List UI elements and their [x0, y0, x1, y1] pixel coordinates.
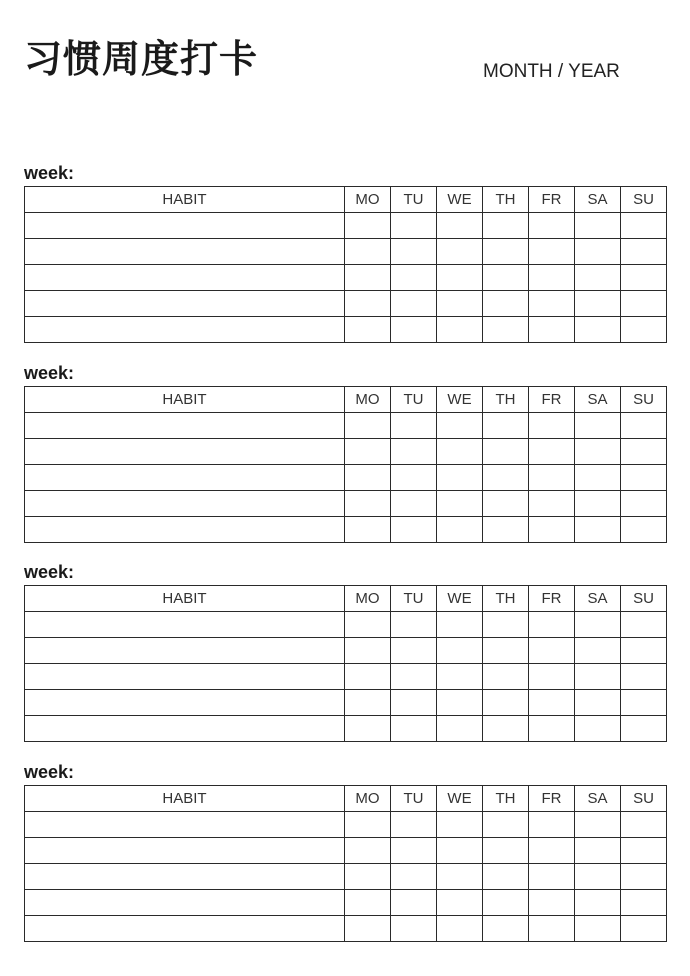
checkin-cell[interactable]	[483, 864, 529, 890]
habit-cell[interactable]	[25, 213, 345, 239]
day-column-header: TU	[391, 387, 437, 413]
checkin-cell[interactable]	[621, 439, 667, 465]
day-column-header: TH	[483, 786, 529, 812]
checkin-cell[interactable]	[529, 690, 575, 716]
habit-cell[interactable]	[25, 291, 345, 317]
table-row	[25, 716, 667, 742]
checkin-cell[interactable]	[391, 638, 437, 664]
checkin-cell[interactable]	[575, 812, 621, 838]
checkin-cell[interactable]	[575, 664, 621, 690]
checkin-cell[interactable]	[437, 265, 483, 291]
checkin-cell[interactable]	[345, 413, 391, 439]
checkin-cell[interactable]	[345, 612, 391, 638]
habit-cell[interactable]	[25, 812, 345, 838]
checkin-cell[interactable]	[621, 291, 667, 317]
habit-column-header: HABIT	[25, 387, 345, 413]
habit-cell[interactable]	[25, 838, 345, 864]
checkin-cell[interactable]	[483, 916, 529, 942]
week-label[interactable]: week:	[24, 562, 75, 582]
day-column-header: MO	[345, 786, 391, 812]
checkin-cell[interactable]	[391, 491, 437, 517]
checkin-cell[interactable]	[345, 838, 391, 864]
checkin-cell[interactable]	[529, 716, 575, 742]
checkin-cell[interactable]	[575, 265, 621, 291]
checkin-cell[interactable]	[391, 890, 437, 916]
table-row	[25, 517, 667, 543]
checkin-cell[interactable]	[575, 838, 621, 864]
table-row	[25, 890, 667, 916]
day-column-header: MO	[345, 387, 391, 413]
checkin-cell[interactable]	[391, 812, 437, 838]
checkin-cell[interactable]	[529, 638, 575, 664]
habit-cell[interactable]	[25, 716, 345, 742]
checkin-cell[interactable]	[575, 638, 621, 664]
table-row	[25, 291, 667, 317]
checkin-cell[interactable]	[575, 716, 621, 742]
checkin-cell[interactable]	[437, 916, 483, 942]
habit-column-header: HABIT	[25, 187, 345, 213]
checkin-cell[interactable]	[345, 465, 391, 491]
checkin-cell[interactable]	[483, 612, 529, 638]
checkin-cell[interactable]	[621, 838, 667, 864]
checkin-cell[interactable]	[529, 465, 575, 491]
table-row	[25, 439, 667, 465]
checkin-cell[interactable]	[575, 439, 621, 465]
table-row	[25, 213, 667, 239]
checkin-cell[interactable]	[621, 239, 667, 265]
day-column-header: WE	[437, 586, 483, 612]
table-row	[25, 690, 667, 716]
table-row	[25, 838, 667, 864]
checkin-cell[interactable]	[437, 612, 483, 638]
checkin-cell[interactable]	[529, 838, 575, 864]
checkin-cell[interactable]	[391, 213, 437, 239]
day-column-header: MO	[345, 187, 391, 213]
week-block-1	[24, 162, 666, 343]
checkin-cell[interactable]	[345, 439, 391, 465]
checkin-cell[interactable]	[529, 291, 575, 317]
table-row	[25, 612, 667, 638]
checkin-cell[interactable]	[345, 317, 391, 343]
habit-cell[interactable]	[25, 612, 345, 638]
habit-table	[24, 386, 667, 543]
checkin-cell[interactable]	[621, 916, 667, 942]
checkin-cell[interactable]	[529, 265, 575, 291]
checkin-cell[interactable]	[575, 517, 621, 543]
day-column-header: SU	[621, 586, 667, 612]
checkin-cell[interactable]	[391, 664, 437, 690]
checkin-cell[interactable]	[391, 690, 437, 716]
checkin-cell[interactable]	[345, 864, 391, 890]
checkin-cell[interactable]	[621, 664, 667, 690]
table-header-row	[25, 786, 667, 812]
checkin-cell[interactable]	[483, 664, 529, 690]
checkin-cell[interactable]	[391, 612, 437, 638]
checkin-cell[interactable]	[575, 317, 621, 343]
day-column-header: FR	[529, 586, 575, 612]
habit-cell[interactable]	[25, 864, 345, 890]
checkin-cell[interactable]	[345, 291, 391, 317]
checkin-cell[interactable]	[575, 916, 621, 942]
checkin-cell[interactable]	[621, 413, 667, 439]
table-row	[25, 239, 667, 265]
checkin-cell[interactable]	[529, 439, 575, 465]
checkin-cell[interactable]	[391, 317, 437, 343]
checkin-cell[interactable]	[345, 239, 391, 265]
checkin-cell[interactable]	[575, 864, 621, 890]
checkin-cell[interactable]	[529, 890, 575, 916]
habit-column-header: HABIT	[25, 586, 345, 612]
day-column-header: SA	[575, 387, 621, 413]
checkin-cell[interactable]	[437, 491, 483, 517]
habit-cell[interactable]	[25, 664, 345, 690]
table-row	[25, 638, 667, 664]
table-row	[25, 664, 667, 690]
checkin-cell[interactable]	[483, 716, 529, 742]
day-column-header: WE	[437, 187, 483, 213]
checkin-cell[interactable]	[483, 838, 529, 864]
checkin-cell[interactable]	[621, 864, 667, 890]
checkin-cell[interactable]	[483, 413, 529, 439]
checkin-cell[interactable]	[575, 890, 621, 916]
day-column-header: TH	[483, 586, 529, 612]
table-row	[25, 864, 667, 890]
table-row	[25, 812, 667, 838]
checkin-cell[interactable]	[621, 213, 667, 239]
checkin-cell[interactable]	[621, 517, 667, 543]
checkin-cell[interactable]	[621, 890, 667, 916]
habit-cell[interactable]	[25, 638, 345, 664]
checkin-cell[interactable]	[345, 517, 391, 543]
habit-table	[24, 785, 667, 942]
checkin-cell[interactable]	[621, 690, 667, 716]
checkin-cell[interactable]	[437, 213, 483, 239]
checkin-cell[interactable]	[391, 413, 437, 439]
checkin-cell[interactable]	[391, 291, 437, 317]
day-column-header: TU	[391, 786, 437, 812]
checkin-cell[interactable]	[437, 664, 483, 690]
day-column-header: SU	[621, 187, 667, 213]
checkin-cell[interactable]	[483, 465, 529, 491]
day-column-header: SA	[575, 187, 621, 213]
checkin-cell[interactable]	[483, 213, 529, 239]
checkin-cell[interactable]	[437, 638, 483, 664]
table-row	[25, 413, 667, 439]
checkin-cell[interactable]	[391, 916, 437, 942]
checkin-cell[interactable]	[483, 439, 529, 465]
checkin-cell[interactable]	[437, 812, 483, 838]
week-block-3	[24, 561, 666, 742]
habit-cell[interactable]	[25, 317, 345, 343]
day-column-header: MO	[345, 586, 391, 612]
checkin-cell[interactable]	[529, 413, 575, 439]
table-row	[25, 317, 667, 343]
day-column-header: FR	[529, 187, 575, 213]
checkin-cell[interactable]	[529, 812, 575, 838]
habit-cell[interactable]	[25, 916, 345, 942]
week-label[interactable]: week:	[24, 363, 75, 383]
checkin-cell[interactable]	[345, 265, 391, 291]
checkin-cell[interactable]	[391, 465, 437, 491]
checkin-cell[interactable]	[621, 638, 667, 664]
checkin-cell[interactable]	[345, 716, 391, 742]
checkin-cell[interactable]	[345, 890, 391, 916]
day-column-header: SA	[575, 786, 621, 812]
day-column-header: TU	[391, 586, 437, 612]
checkin-cell[interactable]	[345, 916, 391, 942]
checkin-cell[interactable]	[575, 491, 621, 517]
checkin-cell[interactable]	[483, 890, 529, 916]
week-label[interactable]: week:	[24, 762, 75, 782]
checkin-cell[interactable]	[621, 716, 667, 742]
habit-cell[interactable]	[25, 265, 345, 291]
checkin-cell[interactable]	[575, 239, 621, 265]
checkin-cell[interactable]	[483, 812, 529, 838]
checkin-cell[interactable]	[621, 491, 667, 517]
habit-cell[interactable]	[25, 517, 345, 543]
checkin-cell[interactable]	[437, 317, 483, 343]
day-column-header: TH	[483, 387, 529, 413]
checkin-cell[interactable]	[575, 612, 621, 638]
checkin-cell[interactable]	[437, 690, 483, 716]
checkin-cell[interactable]	[529, 916, 575, 942]
table-header-row	[25, 387, 667, 413]
checkin-cell[interactable]	[345, 638, 391, 664]
checkin-cell[interactable]	[483, 638, 529, 664]
checkin-cell[interactable]	[345, 491, 391, 517]
checkin-cell[interactable]	[483, 265, 529, 291]
checkin-cell[interactable]	[529, 664, 575, 690]
checkin-cell[interactable]	[345, 213, 391, 239]
habit-cell[interactable]	[25, 491, 345, 517]
habit-cell[interactable]	[25, 239, 345, 265]
checkin-cell[interactable]	[529, 491, 575, 517]
checkin-cell[interactable]	[529, 213, 575, 239]
table-header-row	[25, 586, 667, 612]
day-column-header: SU	[621, 786, 667, 812]
checkin-cell[interactable]	[529, 517, 575, 543]
checkin-cell[interactable]	[437, 439, 483, 465]
habit-cell[interactable]	[25, 413, 345, 439]
checkin-cell[interactable]	[391, 239, 437, 265]
habit-cell[interactable]	[25, 465, 345, 491]
habit-column-header: HABIT	[25, 786, 345, 812]
week-block-4	[24, 761, 666, 942]
checkin-cell[interactable]	[391, 439, 437, 465]
checkin-cell[interactable]	[529, 612, 575, 638]
table-row	[25, 265, 667, 291]
day-column-header: SU	[621, 387, 667, 413]
checkin-cell[interactable]	[483, 239, 529, 265]
habit-table	[24, 585, 667, 742]
day-column-header: FR	[529, 786, 575, 812]
table-header-row	[25, 187, 667, 213]
checkin-cell[interactable]	[575, 213, 621, 239]
checkin-cell[interactable]	[621, 612, 667, 638]
day-column-header: WE	[437, 786, 483, 812]
habit-cell[interactable]	[25, 439, 345, 465]
checkin-cell[interactable]	[529, 317, 575, 343]
week-block-2	[24, 362, 666, 543]
checkin-cell[interactable]	[345, 812, 391, 838]
habit-cell[interactable]	[25, 890, 345, 916]
checkin-cell[interactable]	[437, 239, 483, 265]
checkin-cell[interactable]	[437, 517, 483, 543]
habit-cell[interactable]	[25, 690, 345, 716]
checkin-cell[interactable]	[437, 864, 483, 890]
checkin-cell[interactable]	[437, 291, 483, 317]
table-row	[25, 491, 667, 517]
checkin-cell[interactable]	[575, 413, 621, 439]
day-column-header: SA	[575, 586, 621, 612]
checkin-cell[interactable]	[391, 864, 437, 890]
day-column-header: TH	[483, 187, 529, 213]
checkin-cell[interactable]	[529, 864, 575, 890]
page-title: 习惯周度打卡	[24, 37, 259, 81]
checkin-cell[interactable]	[345, 664, 391, 690]
checkin-cell[interactable]	[483, 317, 529, 343]
month-year-label: MONTH / YEAR	[483, 61, 620, 82]
checkin-cell[interactable]	[391, 517, 437, 543]
checkin-cell[interactable]	[575, 465, 621, 491]
checkin-cell[interactable]	[483, 690, 529, 716]
day-column-header: TU	[391, 187, 437, 213]
checkin-cell[interactable]	[437, 838, 483, 864]
checkin-cell[interactable]	[345, 690, 391, 716]
checkin-cell[interactable]	[391, 265, 437, 291]
checkin-cell[interactable]	[483, 491, 529, 517]
day-column-header: FR	[529, 387, 575, 413]
checkin-cell[interactable]	[437, 716, 483, 742]
checkin-cell[interactable]	[575, 291, 621, 317]
checkin-cell[interactable]	[529, 239, 575, 265]
checkin-cell[interactable]	[621, 812, 667, 838]
checkin-cell[interactable]	[483, 291, 529, 317]
day-column-header: WE	[437, 387, 483, 413]
checkin-cell[interactable]	[483, 517, 529, 543]
checkin-cell[interactable]	[621, 317, 667, 343]
checkin-cell[interactable]	[391, 838, 437, 864]
habit-table	[24, 186, 667, 343]
table-row	[25, 465, 667, 491]
checkin-cell[interactable]	[437, 890, 483, 916]
checkin-cell[interactable]	[621, 465, 667, 491]
week-label[interactable]: week:	[24, 163, 75, 183]
checkin-cell[interactable]	[391, 716, 437, 742]
checkin-cell[interactable]	[437, 413, 483, 439]
table-row	[25, 916, 667, 942]
checkin-cell[interactable]	[437, 465, 483, 491]
checkin-cell[interactable]	[575, 690, 621, 716]
checkin-cell[interactable]	[621, 265, 667, 291]
